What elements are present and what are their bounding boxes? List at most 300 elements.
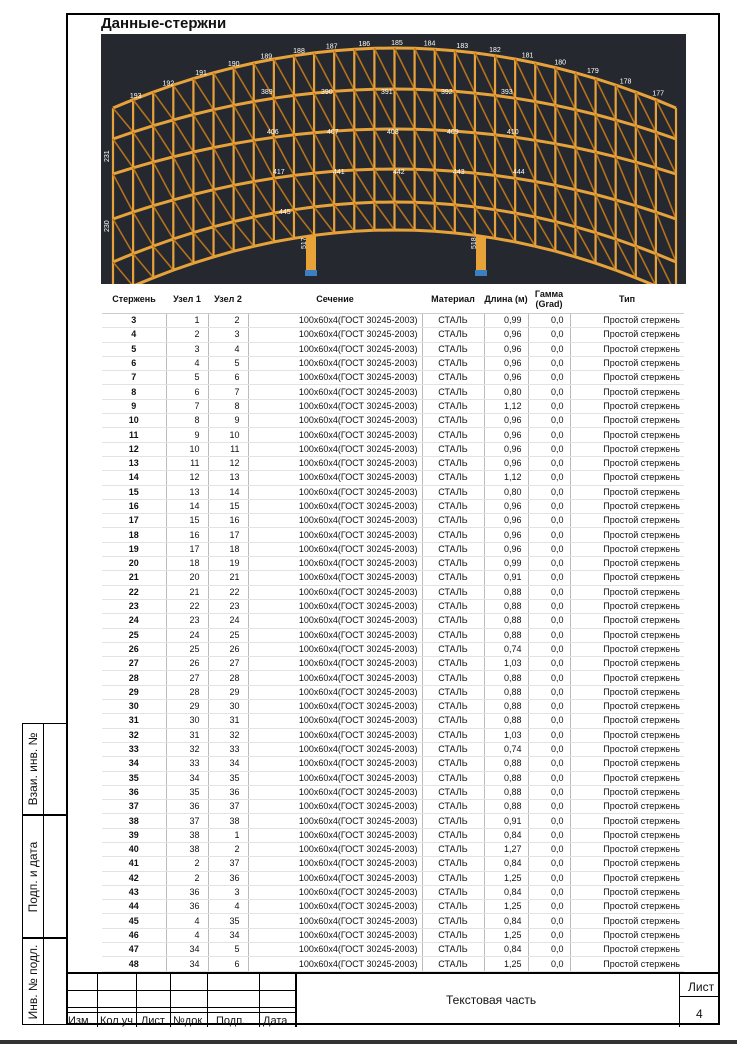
cell-gamma: 0,0 [528, 742, 570, 756]
cell-section: 100x60x4(ГОСТ 30245-2003) [248, 671, 422, 685]
cell-node2: 37 [208, 800, 248, 814]
cell-bar-id: 21 [102, 571, 166, 585]
cell-node1: 9 [166, 428, 208, 442]
cell-bar-id: 6 [102, 356, 166, 370]
sheet-title: Текстовая часть [446, 993, 537, 1007]
truss-diagonal [294, 95, 314, 132]
truss-diagonal [596, 152, 616, 200]
cell-material: СТАЛЬ [422, 914, 484, 928]
cell-material: СТАЛЬ [422, 485, 484, 499]
cell-gamma: 0,0 [528, 399, 570, 413]
node-label: 178 [619, 78, 632, 86]
cell-length: 0,99 [484, 314, 528, 328]
truss-diagonal [555, 68, 575, 110]
node-label: 181 [521, 52, 534, 60]
truss-diagonal [354, 130, 374, 169]
truss-diagonal [415, 48, 435, 90]
truss-diagonal [354, 203, 374, 230]
cell-section: 100x60x4(ГОСТ 30245-2003) [248, 585, 422, 599]
cell-node2: 17 [208, 528, 248, 542]
cell-node1: 34 [166, 957, 208, 971]
cell-section: 100x60x4(ГОСТ 30245-2003) [248, 957, 422, 971]
cell-bar-id: 14 [102, 471, 166, 485]
cell-gamma: 0,0 [528, 828, 570, 842]
truss-diagonal [435, 130, 455, 171]
cell-material: СТАЛЬ [422, 499, 484, 513]
col-header-node2: Узел 2 [208, 285, 248, 314]
truss-diagonal [475, 207, 495, 238]
bar-label: 445 [279, 209, 291, 216]
cell-section: 100x60x4(ГОСТ 30245-2003) [248, 914, 422, 928]
cell-material: СТАЛЬ [422, 785, 484, 799]
cell-bar-id: 22 [102, 585, 166, 599]
cell-section: 100x60x4(ГОСТ 30245-2003) [248, 814, 422, 828]
cell-gamma: 0,0 [528, 456, 570, 470]
bar-label: 442 [393, 169, 405, 176]
cell-node2: 16 [208, 514, 248, 528]
cell-gamma: 0,0 [528, 928, 570, 942]
truss-diagonal [395, 48, 415, 89]
stamp-caption-count: Кол.уч [100, 1015, 133, 1027]
truss-diagonal [214, 148, 234, 186]
cell-material: СТАЛЬ [422, 614, 484, 628]
table-header-row [102, 285, 684, 314]
cell-material: СТАЛЬ [422, 742, 484, 756]
cell-node2: 5 [208, 356, 248, 370]
side-stripe-interchange [22, 723, 66, 815]
cell-type: Простой стержень [570, 685, 684, 699]
truss-diagonal [314, 93, 334, 131]
cell-length: 0,88 [484, 628, 528, 642]
cell-material: СТАЛЬ [422, 842, 484, 856]
table-row [102, 943, 684, 957]
table-row [102, 542, 684, 556]
truss-diagonal [435, 170, 455, 205]
cell-bar-id: 10 [102, 414, 166, 428]
cell-section: 100x60x4(ГОСТ 30245-2003) [248, 485, 422, 499]
cell-type: Простой стержень [570, 399, 684, 413]
cell-gamma: 0,0 [528, 314, 570, 328]
truss-diagonal [173, 120, 193, 152]
cell-material: СТАЛЬ [422, 685, 484, 699]
cell-section: 100x60x4(ГОСТ 30245-2003) [248, 943, 422, 957]
truss-diagonal [374, 169, 394, 202]
truss-diagonal [374, 48, 394, 89]
table-row [102, 928, 684, 942]
cell-length: 0,88 [484, 714, 528, 728]
cell-section: 100x60x4(ГОСТ 30245-2003) [248, 771, 422, 785]
cell-material: СТАЛЬ [422, 900, 484, 914]
cell-node1: 28 [166, 685, 208, 699]
table-row [102, 728, 684, 742]
cell-material: СТАЛЬ [422, 585, 484, 599]
cell-bar-id: 17 [102, 514, 166, 528]
cell-node1: 10 [166, 442, 208, 456]
cell-gamma: 0,0 [528, 628, 570, 642]
cell-bar-id: 16 [102, 499, 166, 513]
cell-node2: 38 [208, 814, 248, 828]
truss-diagonal [334, 171, 354, 203]
cell-material: СТАЛЬ [422, 771, 484, 785]
cell-section: 100x60x4(ГОСТ 30245-2003) [248, 328, 422, 342]
cell-material: СТАЛЬ [422, 371, 484, 385]
cell-node2: 2 [208, 314, 248, 328]
cell-node1: 5 [166, 371, 208, 385]
cell-gamma: 0,0 [528, 385, 570, 399]
cell-node1: 30 [166, 714, 208, 728]
truss-diagonal [535, 140, 555, 185]
cell-gamma: 0,0 [528, 714, 570, 728]
cell-length: 1,25 [484, 871, 528, 885]
table-row [102, 914, 684, 928]
cell-material: СТАЛЬ [422, 328, 484, 342]
truss-diagonal [535, 182, 555, 222]
cell-node2: 26 [208, 642, 248, 656]
cell-section: 100x60x4(ГОСТ 30245-2003) [248, 399, 422, 413]
cell-type: Простой стержень [570, 714, 684, 728]
side-stripe-original [22, 938, 66, 1025]
cell-node1: 11 [166, 456, 208, 470]
bar-label: 409 [447, 129, 459, 136]
cell-section: 100x60x4(ГОСТ 30245-2003) [248, 700, 422, 714]
truss-diagonal [374, 202, 394, 230]
table-row [102, 742, 684, 756]
cell-node2: 29 [208, 685, 248, 699]
cell-bar-id: 24 [102, 614, 166, 628]
cell-material: СТАЛЬ [422, 342, 484, 356]
cell-type: Простой стержень [570, 842, 684, 856]
cell-gamma: 0,0 [528, 542, 570, 556]
cell-node2: 37 [208, 857, 248, 871]
cell-bar-id: 47 [102, 943, 166, 957]
cell-material: СТАЛЬ [422, 385, 484, 399]
cell-length: 1,25 [484, 900, 528, 914]
cell-section: 100x60x4(ГОСТ 30245-2003) [248, 928, 422, 942]
cell-length: 0,88 [484, 614, 528, 628]
bar-label: 410 [507, 129, 519, 136]
cell-type: Простой стержень [570, 485, 684, 499]
truss-diagonal [234, 185, 254, 217]
cell-material: СТАЛЬ [422, 943, 484, 957]
cell-gamma: 0,0 [528, 885, 570, 899]
truss-diagonal [415, 129, 435, 170]
cell-node1: 32 [166, 742, 208, 756]
cell-section: 100x60x4(ГОСТ 30245-2003) [248, 757, 422, 771]
cell-section: 100x60x4(ГОСТ 30245-2003) [248, 685, 422, 699]
truss-diagonal [455, 91, 475, 132]
truss-diagonal [274, 213, 294, 238]
cell-section: 100x60x4(ГОСТ 30245-2003) [248, 828, 422, 842]
truss-diagonal [133, 254, 153, 278]
cell-node2: 30 [208, 700, 248, 714]
cell-section: 100x60x4(ГОСТ 30245-2003) [248, 456, 422, 470]
cell-node1: 38 [166, 842, 208, 856]
table-row [102, 685, 684, 699]
cell-material: СТАЛЬ [422, 599, 484, 613]
cell-node1: 38 [166, 828, 208, 842]
truss-diagonal [133, 212, 153, 246]
page-bottom-edge [0, 1040, 737, 1044]
table-row [102, 614, 684, 628]
cell-length: 0,96 [484, 356, 528, 370]
cell-material: СТАЛЬ [422, 957, 484, 971]
column-label: 518 [471, 237, 478, 249]
cell-length: 0,96 [484, 442, 528, 456]
truss-diagonal [173, 239, 193, 263]
truss-diagonal [475, 173, 495, 210]
cell-type: Простой стержень [570, 800, 684, 814]
truss-diagonal [113, 219, 133, 254]
cell-type: Простой стержень [570, 471, 684, 485]
cell-material: СТАЛЬ [422, 399, 484, 413]
cell-node2: 7 [208, 385, 248, 399]
table-row [102, 757, 684, 771]
cell-type: Простой стержень [570, 428, 684, 442]
truss-diagonal [193, 115, 213, 148]
cell-node1: 4 [166, 928, 208, 942]
cell-node1: 23 [166, 614, 208, 628]
col-header-bar: Стержень [102, 285, 166, 314]
cell-length: 0,84 [484, 828, 528, 842]
table-row [102, 871, 684, 885]
cell-gamma: 0,0 [528, 671, 570, 685]
cell-type: Простой стержень [570, 771, 684, 785]
truss-diagonal [575, 110, 595, 152]
cell-type: Простой стержень [570, 385, 684, 399]
cell-node1: 36 [166, 900, 208, 914]
cell-section: 100x60x4(ГОСТ 30245-2003) [248, 371, 422, 385]
cell-type: Простой стержень [570, 456, 684, 470]
truss-diagonal [294, 175, 314, 207]
cell-bar-id: 44 [102, 900, 166, 914]
node-label: 180 [554, 59, 567, 67]
cell-material: СТАЛЬ [422, 442, 484, 456]
cell-gamma: 0,0 [528, 585, 570, 599]
cell-bar-id: 5 [102, 342, 166, 356]
cell-type: Простой стержень [570, 642, 684, 656]
cell-section: 100x60x4(ГОСТ 30245-2003) [248, 314, 422, 328]
cell-node2: 23 [208, 599, 248, 613]
cell-length: 0,84 [484, 914, 528, 928]
truss-diagonal [274, 178, 294, 209]
cell-length: 0,84 [484, 943, 528, 957]
cell-gamma: 0,0 [528, 771, 570, 785]
table-row [102, 471, 684, 485]
node-label: 177 [652, 90, 665, 98]
truss-diagonal [354, 49, 374, 89]
cell-bar-id: 12 [102, 442, 166, 456]
cell-bar-id: 15 [102, 485, 166, 499]
cell-bar-id: 32 [102, 728, 166, 742]
cell-material: СТАЛЬ [422, 528, 484, 542]
cell-type: Простой стержень [570, 914, 684, 928]
cell-gamma: 0,0 [528, 785, 570, 799]
cell-section: 100x60x4(ГОСТ 30245-2003) [248, 342, 422, 356]
truss-diagonal [575, 148, 595, 195]
cell-node1: 37 [166, 814, 208, 828]
truss-diagonal [354, 170, 374, 202]
truss-diagonal [193, 152, 213, 190]
cell-bar-id: 7 [102, 371, 166, 385]
truss-diagonal [455, 51, 475, 93]
cell-bar-id: 13 [102, 456, 166, 470]
cell-node1: 4 [166, 356, 208, 370]
cell-type: Простой стержень [570, 614, 684, 628]
cell-bar-id: 33 [102, 742, 166, 756]
cell-length: 0,88 [484, 771, 528, 785]
node-label: 183 [456, 42, 469, 50]
cell-section: 100x60x4(ГОСТ 30245-2003) [248, 385, 422, 399]
truss-diagonal [515, 178, 535, 217]
cell-bar-id: 45 [102, 914, 166, 928]
truss-diagonal [475, 53, 495, 95]
truss-diagonal [495, 175, 515, 213]
truss-diagonal [254, 217, 274, 242]
cell-gamma: 0,0 [528, 842, 570, 856]
cell-node1: 34 [166, 943, 208, 957]
cell-material: СТАЛЬ [422, 700, 484, 714]
cell-bar-id: 27 [102, 657, 166, 671]
cell-length: 0,74 [484, 742, 528, 756]
table-row [102, 642, 684, 656]
cell-length: 0,74 [484, 642, 528, 656]
cell-node2: 35 [208, 914, 248, 928]
cell-section: 100x60x4(ГОСТ 30245-2003) [248, 857, 422, 871]
truss-diagonal [415, 89, 435, 130]
cell-length: 1,12 [484, 399, 528, 413]
cell-gamma: 0,0 [528, 499, 570, 513]
table-row [102, 700, 684, 714]
cell-length: 0,88 [484, 800, 528, 814]
cell-node1: 14 [166, 499, 208, 513]
cell-node2: 8 [208, 399, 248, 413]
truss-diagonal [153, 206, 173, 239]
cell-node2: 6 [208, 371, 248, 385]
cell-type: Простой стержень [570, 542, 684, 556]
cell-bar-id: 28 [102, 671, 166, 685]
cell-gamma: 0,0 [528, 900, 570, 914]
cell-node2: 19 [208, 557, 248, 571]
side-label-signature-date: Подп. и дата [26, 841, 40, 912]
table-row [102, 771, 684, 785]
cell-length: 0,96 [484, 328, 528, 342]
stamp-caption-docno: №док [173, 1015, 203, 1027]
cell-type: Простой стержень [570, 742, 684, 756]
col-header-gamma: Гамма (Grad) [528, 285, 570, 314]
cell-type: Простой стержень [570, 957, 684, 971]
cell-node1: 15 [166, 514, 208, 528]
truss-diagonal [455, 171, 475, 207]
cell-section: 100x60x4(ГОСТ 30245-2003) [248, 800, 422, 814]
truss-diagonal [214, 190, 234, 222]
cell-material: СТАЛЬ [422, 800, 484, 814]
cell-bar-id: 41 [102, 857, 166, 871]
cell-material: СТАЛЬ [422, 642, 484, 656]
stamp-caption-date: Дата [263, 1015, 288, 1027]
cell-type: Простой стержень [570, 571, 684, 585]
node-label: 191 [195, 70, 207, 78]
cell-length: 0,96 [484, 414, 528, 428]
cell-length: 0,80 [484, 485, 528, 499]
cell-length: 0,91 [484, 814, 528, 828]
cell-bar-id: 39 [102, 828, 166, 842]
cell-length: 0,96 [484, 514, 528, 528]
cell-type: Простой стержень [570, 628, 684, 642]
cell-type: Простой стержень [570, 314, 684, 328]
cell-bar-id: 31 [102, 714, 166, 728]
cell-section: 100x60x4(ГОСТ 30245-2003) [248, 728, 422, 742]
cell-material: СТАЛЬ [422, 928, 484, 942]
edge-label: 230 [104, 220, 111, 232]
cell-type: Простой стержень [570, 814, 684, 828]
cell-length: 0,88 [484, 685, 528, 699]
cell-length: 0,96 [484, 499, 528, 513]
table-row [102, 528, 684, 542]
cell-section: 100x60x4(ГОСТ 30245-2003) [248, 900, 422, 914]
bar-label: 389 [261, 89, 273, 96]
cell-node1: 12 [166, 471, 208, 485]
cell-gamma: 0,0 [528, 371, 570, 385]
truss-diagonal [435, 203, 455, 233]
cell-gamma: 0,0 [528, 428, 570, 442]
cell-node1: 4 [166, 914, 208, 928]
cell-bar-id: 38 [102, 814, 166, 828]
cell-material: СТАЛЬ [422, 414, 484, 428]
table-row [102, 828, 684, 842]
truss-diagonal [234, 105, 254, 140]
cell-material: СТАЛЬ [422, 314, 484, 328]
cell-node2: 5 [208, 943, 248, 957]
cell-node2: 31 [208, 714, 248, 728]
cell-bar-id: 11 [102, 428, 166, 442]
cell-material: СТАЛЬ [422, 828, 484, 842]
truss-diagonal [415, 169, 435, 203]
bar-label: 443 [453, 169, 465, 176]
cell-gamma: 0,0 [528, 328, 570, 342]
sheet-label: Лист [688, 980, 715, 994]
cell-gamma: 0,0 [528, 514, 570, 528]
cell-section: 100x60x4(ГОСТ 30245-2003) [248, 442, 422, 456]
table-row [102, 442, 684, 456]
cell-bar-id: 4 [102, 328, 166, 342]
cell-section: 100x60x4(ГОСТ 30245-2003) [248, 642, 422, 656]
truss-diagonal [274, 59, 294, 95]
col-header-node1: Узел 1 [166, 285, 208, 314]
truss-diagonal [495, 210, 515, 242]
table-row [102, 356, 684, 370]
cell-gamma: 0,0 [528, 571, 570, 585]
cell-node1: 25 [166, 642, 208, 656]
truss-diagonal [475, 133, 495, 176]
cell-node1: 1 [166, 314, 208, 328]
cell-type: Простой стержень [570, 728, 684, 742]
cell-node2: 14 [208, 485, 248, 499]
edge-label: 231 [104, 150, 111, 162]
truss-diagonal [153, 126, 173, 157]
cell-bar-id: 25 [102, 628, 166, 642]
support-base [475, 270, 487, 276]
stamp-caption-change: Изм. [68, 1015, 92, 1027]
cell-type: Простой стержень [570, 356, 684, 370]
bar-label: 408 [387, 129, 399, 136]
cell-type: Простой стержень [570, 757, 684, 771]
cell-gamma: 0,0 [528, 485, 570, 499]
cell-gamma: 0,0 [528, 814, 570, 828]
cell-node1: 6 [166, 385, 208, 399]
cell-type: Простой стержень [570, 900, 684, 914]
bars-table [102, 285, 684, 972]
cell-type: Простой стержень [570, 871, 684, 885]
